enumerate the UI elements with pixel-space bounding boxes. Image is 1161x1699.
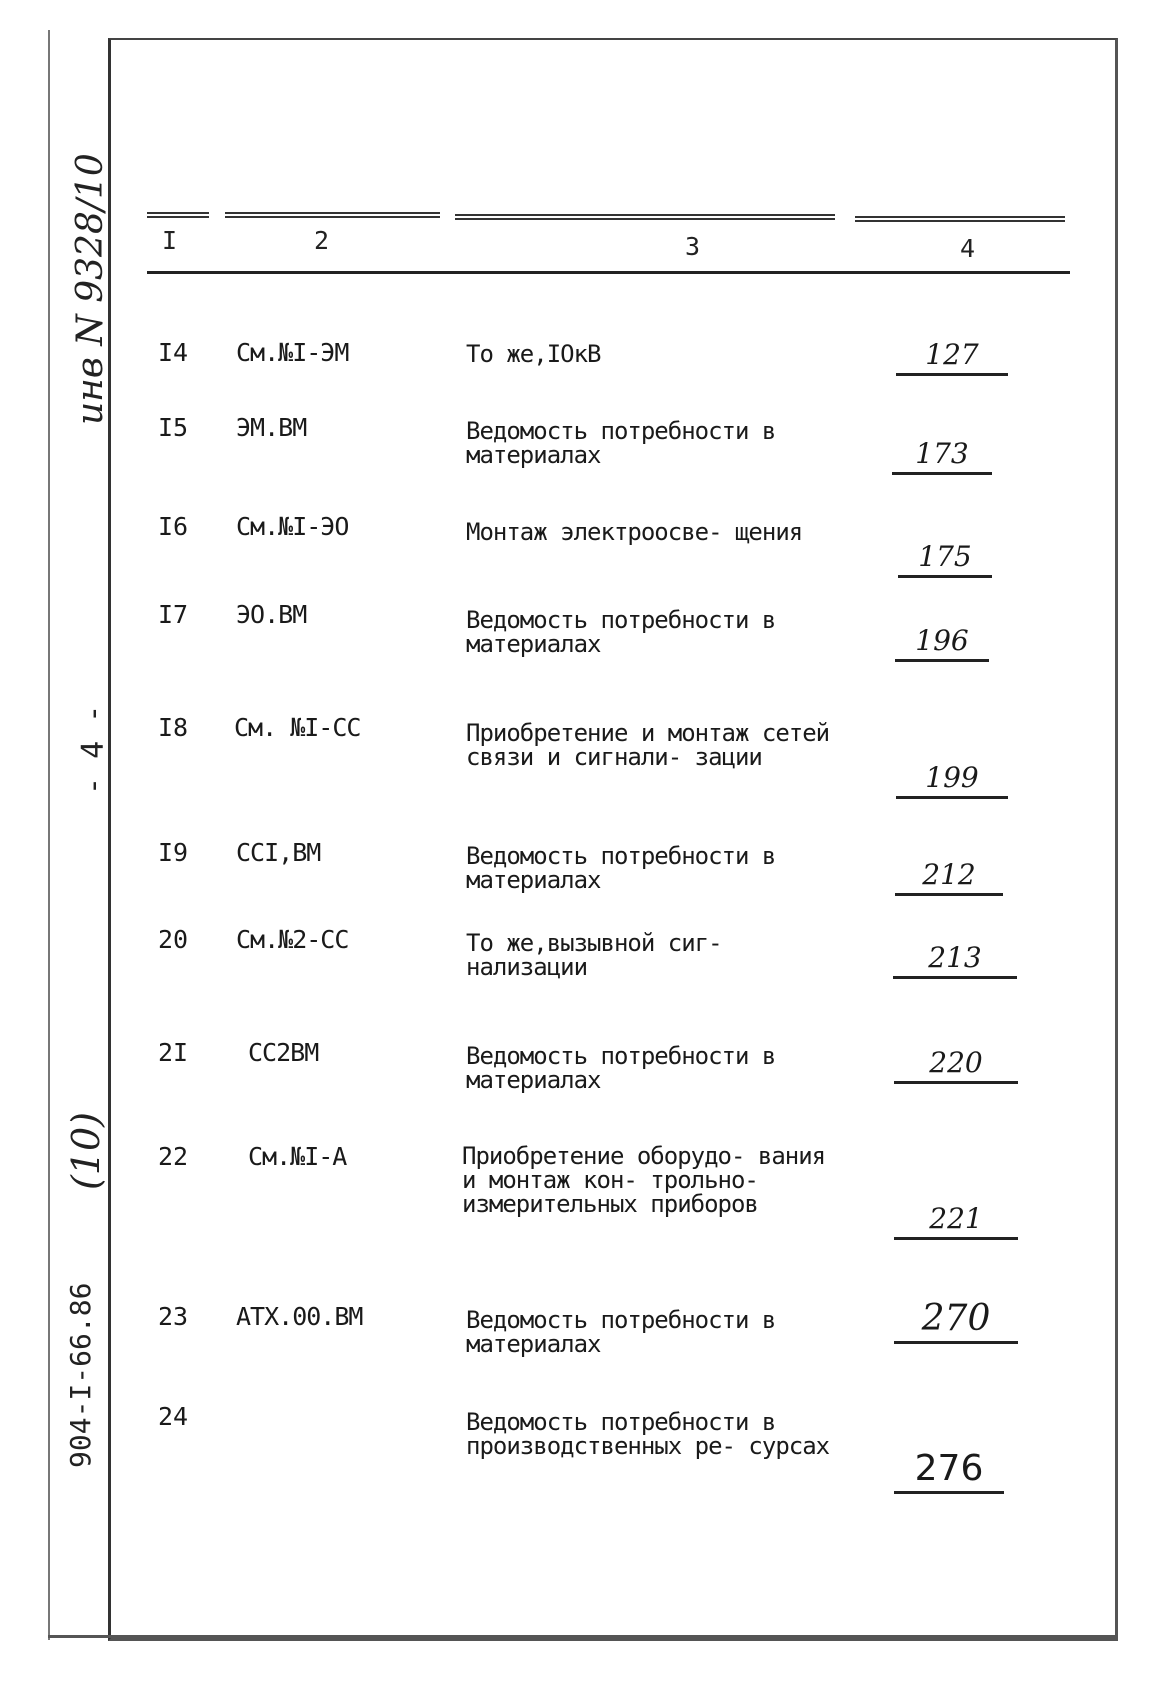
row-number: I6 [158, 512, 189, 541]
document-code: ССI,ВМ [236, 838, 321, 867]
document-code: ЭО.ВМ [236, 600, 307, 629]
document-code: См. №I-СС [234, 713, 361, 742]
document-code: См.№I-А [248, 1142, 347, 1171]
page-number: 127 [896, 338, 1008, 376]
page-number: 270 [894, 1298, 1018, 1344]
row-number: 22 [158, 1142, 189, 1171]
column-header-1: I [162, 226, 178, 255]
column-header-4: 4 [960, 234, 976, 263]
page-number: 175 [898, 540, 992, 578]
description: Приобретение оборудо- вания и монтаж кон- трольно-измерительных приборов [462, 1142, 826, 1218]
row-number: I5 [158, 413, 189, 442]
header-rule [147, 212, 209, 218]
description: Ведомость потребности в материалах [466, 606, 776, 658]
row-number: I9 [158, 838, 189, 867]
description: То же,вызывной сиг- нализации [466, 929, 722, 981]
page-number: 212 [895, 858, 1003, 896]
document-code: ЭМ.ВМ [236, 413, 307, 442]
page-number: 213 [893, 941, 1017, 979]
project-code: 904-I-66.86 [64, 1282, 97, 1468]
header-bottom-rule [147, 271, 1070, 274]
description: Ведомость потребности в производственных ре- сурсах [466, 1408, 830, 1460]
row-number: 24 [158, 1402, 189, 1431]
header-rule [455, 214, 835, 220]
document-code: См.№I-ЭМ [236, 338, 349, 367]
column-header-2: 2 [314, 226, 330, 255]
page-number: 196 [895, 624, 989, 662]
header-rule [855, 216, 1065, 222]
row-number: 2I [158, 1038, 189, 1067]
description: Ведомость потребности в материалах [466, 417, 776, 469]
margin-line [48, 30, 50, 1640]
row-number: I7 [158, 600, 189, 629]
description: Ведомость потребности в материалах [466, 842, 776, 894]
row-number: I4 [158, 338, 189, 367]
document-code: АТХ.00.ВМ [236, 1302, 363, 1331]
description: Монтаж электроосве- щения [466, 518, 803, 546]
page-number: 221 [894, 1202, 1018, 1240]
row-number: 20 [158, 925, 189, 954]
description: Ведомость потребности в материалах [466, 1042, 776, 1094]
document-code: См.№I-ЭО [236, 512, 349, 541]
page-number: 199 [896, 761, 1008, 799]
document-code: СС2ВМ [248, 1038, 319, 1067]
description: Ведомость потребности в материалах [466, 1306, 776, 1358]
page-mark: - 4 - [76, 704, 111, 795]
description: Приобретение и монтаж сетей связи и сигнали- зации [466, 719, 830, 771]
column-header-3: 3 [685, 232, 701, 261]
row-number: I8 [158, 713, 189, 742]
page-number: 220 [894, 1046, 1018, 1084]
description: То же,IОкВ [466, 340, 601, 368]
page-number: 276 [894, 1448, 1004, 1494]
header-rule [225, 212, 440, 218]
document-code: См.№2-СС [236, 925, 349, 954]
sheet-number: (10) [64, 1111, 108, 1190]
bottom-rule [48, 1635, 1118, 1638]
inventory-number: инв N 9328/10 [70, 153, 111, 425]
row-number: 23 [158, 1302, 189, 1331]
page-number: 173 [892, 437, 992, 475]
